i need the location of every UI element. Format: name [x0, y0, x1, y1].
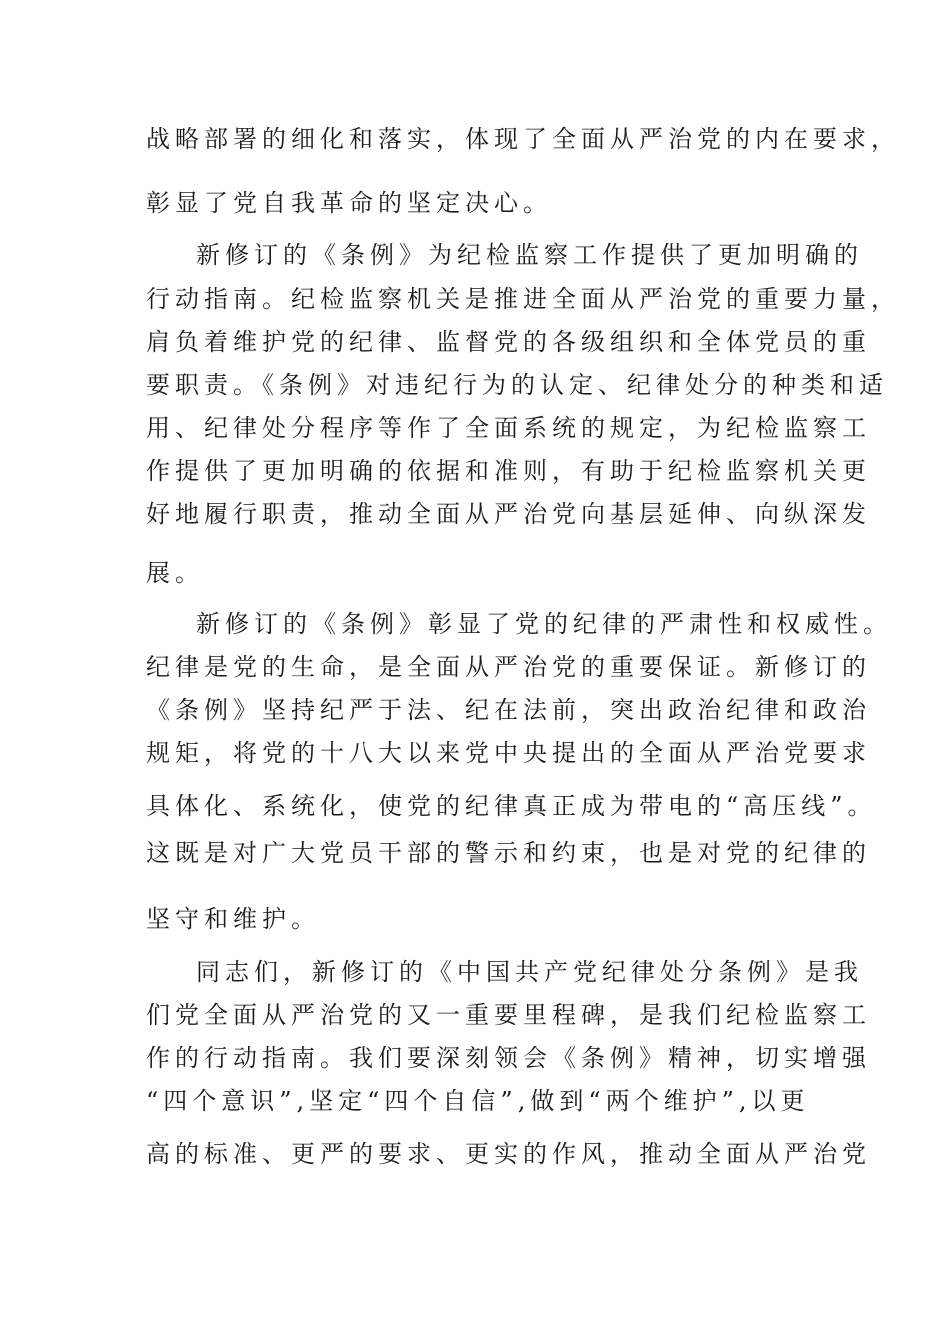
paragraph-2-line-2: 纪律是党的生命，是全面从严治党的重要保证。新修订的 [146, 653, 871, 681]
paragraph-2-line-4: 规矩，将党的十八大以来党中央提出的全面从严治党要求 [146, 739, 871, 767]
paragraph-1-line-8: 展。 [146, 559, 204, 587]
text-line-1: 战略部署的细化和落实，体现了全面从严治党的内在要求， [146, 125, 900, 153]
paragraph-2-line-5: 具体化、系统化，使党的纪律真正成为带电的“高压线”。 [146, 792, 877, 820]
paragraph-1-line-1: 新修订的《条例》为纪检监察工作提供了更加明确的 [196, 241, 863, 269]
paragraph-1-line-4: 要职责。《条例》对违纪行为的认定、纪律处分的种类和适 [146, 371, 888, 399]
paragraph-1-line-3: 肩负着维护党的纪律、监督党的各级组织和全体党员的重 [146, 328, 871, 356]
paragraph-2-line-7: 坚守和维护。 [146, 905, 320, 933]
paragraph-3-line-5: 高的标准、更严的要求、更实的作风，推动全面从严治党 [146, 1140, 871, 1168]
paragraph-2-line-3: 《条例》坚持纪严于法、纪在法前，突出政治纪律和政治 [146, 696, 871, 724]
paragraph-3-line-2: 们党全面从严治党的又一重要里程碑，是我们纪检监察工 [146, 1001, 871, 1029]
paragraph-3-line-3: 作的行动指南。我们要深刻领会《条例》精神，切实增强 [146, 1044, 871, 1072]
paragraph-3-line-4: “四个意识”,坚定“四个自信”,做到“两个维护”,以更 [146, 1087, 810, 1115]
paragraph-2-line-1: 新修订的《条例》彰显了党的纪律的严肃性和权威性。 [196, 610, 892, 638]
paragraph-3-line-1: 同志们，新修订的《中国共产党纪律处分条例》是我 [196, 958, 863, 986]
paragraph-1-line-6: 作提供了更加明确的依据和准则，有助于纪检监察机关更 [146, 457, 871, 485]
text-line-2: 彰显了党自我革命的坚定决心。 [146, 189, 552, 217]
paragraph-1-line-2: 行动指南。纪检监察机关是推进全面从严治党的重要力量， [146, 285, 900, 313]
paragraph-2-line-6: 这既是对广大党员干部的警示和约束，也是对党的纪律的 [146, 839, 871, 867]
paragraph-1-line-7: 好地履行职责，推动全面从严治党向基层延伸、向纵深发 [146, 500, 871, 528]
paragraph-1-line-5: 用、纪律处分程序等作了全面系统的规定，为纪检监察工 [146, 414, 871, 442]
